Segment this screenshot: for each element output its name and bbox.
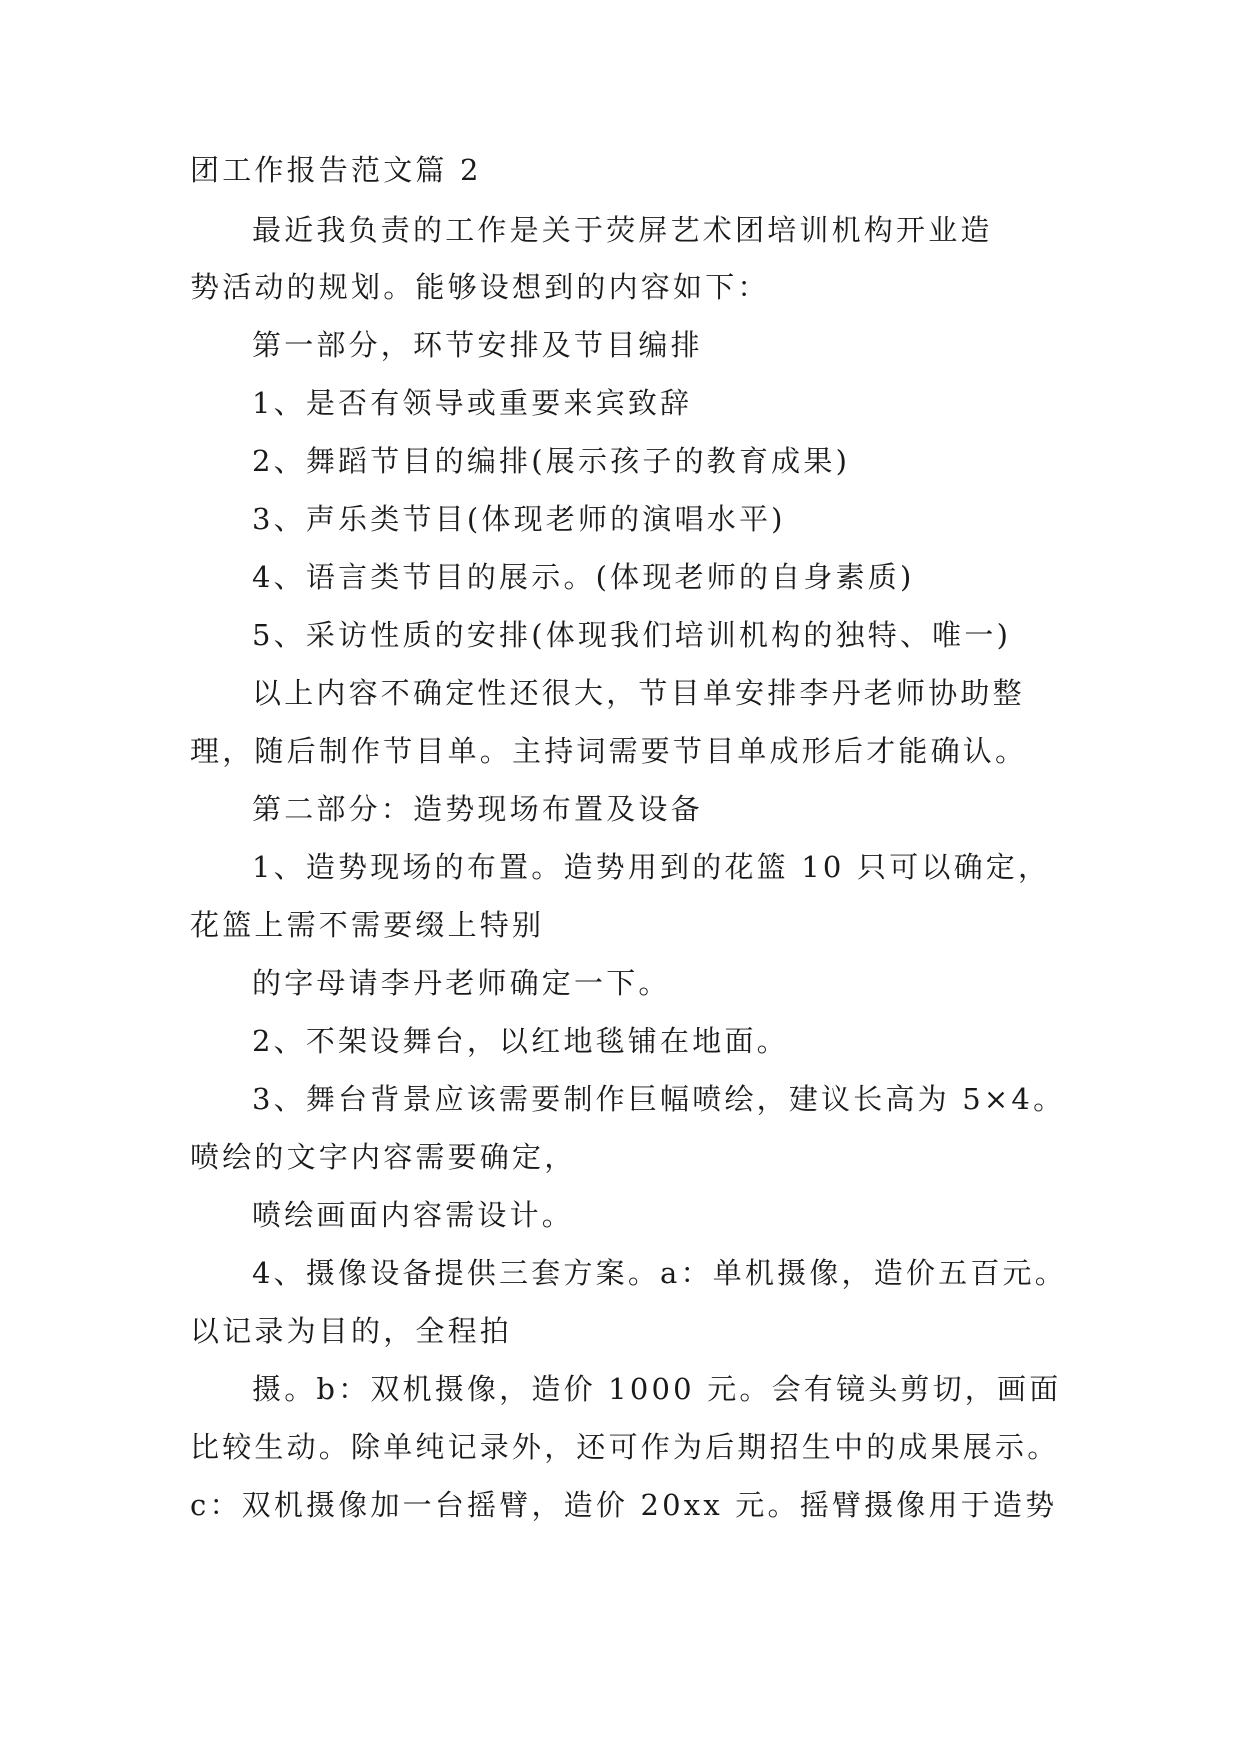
list-item: 5、采访性质的安排(体现我们培训机构的独特、唯一) — [252, 618, 1012, 652]
paragraph-line: 摄。b：双机摄像，造价 1000 元。会有镜头剪切，画面 — [252, 1372, 1062, 1406]
list-item: 3、声乐类节目(体现老师的演唱水平) — [252, 502, 786, 536]
list-item: 2、舞蹈节目的编排(展示孩子的教育成果) — [252, 444, 851, 478]
list-item: 4、语言类节目的展示。(体现老师的自身素质) — [252, 560, 915, 594]
paragraph-line: 以上内容不确定性还很大，节目单安排李丹老师协助整 — [252, 676, 1025, 710]
paragraph-line: 势活动的规划。能够设想到的内容如下： — [190, 270, 770, 304]
section-heading: 第二部分：造势现场布置及设备 — [252, 792, 703, 826]
list-item: 2、不架设舞台，以红地毯铺在地面。 — [252, 1024, 789, 1058]
paragraph-line: 喷绘画面内容需设计。 — [252, 1198, 575, 1232]
document-title: 团工作报告范文篇 2 — [190, 153, 482, 187]
list-item: 1、造势现场的布置。造势用到的花篮 10 只可以确定， — [252, 850, 1051, 884]
list-item: 4、摄像设备提供三套方案。a：单机摄像，造价五百元。 — [252, 1256, 1067, 1290]
list-item: 1、是否有领导或重要来宾致辞 — [252, 386, 693, 420]
section-heading: 第一部分，环节安排及节目编排 — [252, 328, 703, 362]
paragraph-line: c：双机摄像加一台摇臂，造价 20xx 元。摇臂摄像用于造势 — [190, 1488, 1058, 1522]
paragraph-line: 的字母请李丹老师确定一下。 — [252, 966, 671, 1000]
paragraph-line: 花篮上需不需要缀上特别 — [190, 908, 545, 942]
paragraph-line: 理，随后制作节目单。主持词需要节目单成形后才能确认。 — [190, 734, 1028, 768]
paragraph-line: 以记录为目的，全程拍 — [190, 1314, 513, 1348]
paragraph-line: 喷绘的文字内容需要确定， — [190, 1140, 577, 1174]
paragraph-line: 比较生动。除单纯记录外，还可作为后期招生中的成果展示。 — [190, 1430, 1060, 1464]
list-item: 3、舞台背景应该需要制作巨幅喷绘，建议长高为 5×4。 — [252, 1082, 1066, 1116]
paragraph-line: 最近我负责的工作是关于荧屏艺术团培训机构开业造 — [252, 213, 993, 247]
